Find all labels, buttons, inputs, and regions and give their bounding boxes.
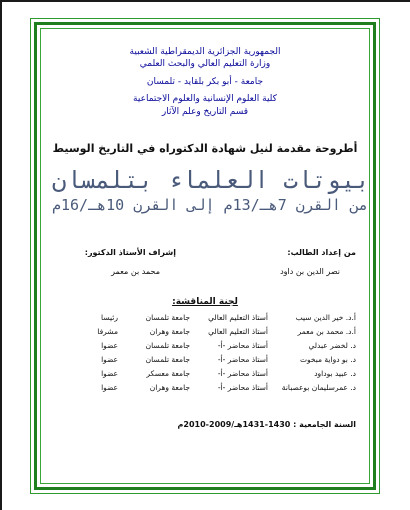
member-role: عضوا	[101, 369, 118, 378]
thesis-subtitle: من القرن 7هـ/13م إلى القرن 10هـ/16م	[51, 196, 369, 214]
institution-line-ministry: وزارة التعليم العالي والبحث العلمي	[139, 59, 271, 69]
institution-line-faculty: كلية العلوم الإنسانية والعلوم الاجتماعية	[133, 94, 277, 104]
committee-row	[38, 341, 356, 355]
committee-row	[38, 369, 356, 383]
member-role: عضوا	[101, 355, 118, 364]
member-name: د. عبيد بوداود	[314, 369, 356, 378]
committee-row	[38, 327, 356, 341]
supervisor-label: إشراف الأستاذ الدكتور:	[84, 248, 176, 257]
member-university: جامعة تلمسان	[145, 341, 190, 350]
member-university: جامعة تلمسان	[145, 313, 190, 322]
committee-row	[38, 355, 356, 369]
supervisor-name: محمد بن معمر	[111, 267, 160, 276]
member-role: مشرفا	[97, 327, 118, 336]
member-role: عضوا	[101, 341, 118, 350]
member-university: جامعة وهران	[149, 327, 190, 336]
member-rank: أستاذ محاضر -أ-	[217, 355, 268, 364]
member-name: أ.د. محمد بن معمر	[297, 327, 356, 336]
document-page	[22, 10, 388, 502]
member-role: رئيسا	[101, 313, 118, 322]
prepared-by-label: من إعداد الطالب:	[287, 248, 356, 257]
member-university: جامعة تلمسان	[145, 355, 190, 364]
member-role: عضوا	[101, 383, 118, 392]
member-name: د. لخضر عبدلي	[308, 341, 356, 350]
committee-heading: لجنة المناقشة:	[172, 297, 238, 307]
thesis-intro: أطروحة مقدمة لنيل شهادة الدكتوراه في التاريخ الوسيط	[52, 142, 358, 155]
member-name: د. عمرسليمان بوعصبانة	[281, 383, 356, 392]
member-rank: أستاذ التعليم العالي	[208, 327, 268, 336]
committee-table	[38, 313, 356, 397]
academic-year: السنة الجامعية : 1430-1431هـ/2009-2010م	[177, 420, 356, 429]
institution-line-department: قسم التاريخ وعلم الآثار	[161, 107, 249, 117]
student-name: نصر الدين بن داود	[280, 267, 340, 276]
thesis-title: بيوتات العلماء بتلمسان	[52, 166, 370, 194]
institution-line-university: جامعة - أبو بكر بلقايد - تلمسان	[146, 77, 264, 87]
member-rank: أستاذ محاضر -أ-	[217, 369, 268, 378]
institution-line-republic: الجمهورية الجزائرية الديمقراطية الشعبية	[129, 47, 281, 57]
member-name: أ.د. خير الدين سيب	[295, 313, 356, 322]
committee-row	[38, 313, 356, 327]
page-content	[22, 10, 388, 502]
member-rank: أستاذ التعليم العالي	[208, 313, 268, 322]
member-name: د. بو دواية مبخوت	[299, 355, 356, 364]
member-university: جامعة وهران	[149, 383, 190, 392]
member-rank: أستاذ محاضر -أ-	[217, 383, 268, 392]
committee-row	[38, 383, 356, 397]
member-rank: أستاذ محاضر -أ-	[217, 341, 268, 350]
member-university: جامعة معسكر	[146, 369, 190, 378]
